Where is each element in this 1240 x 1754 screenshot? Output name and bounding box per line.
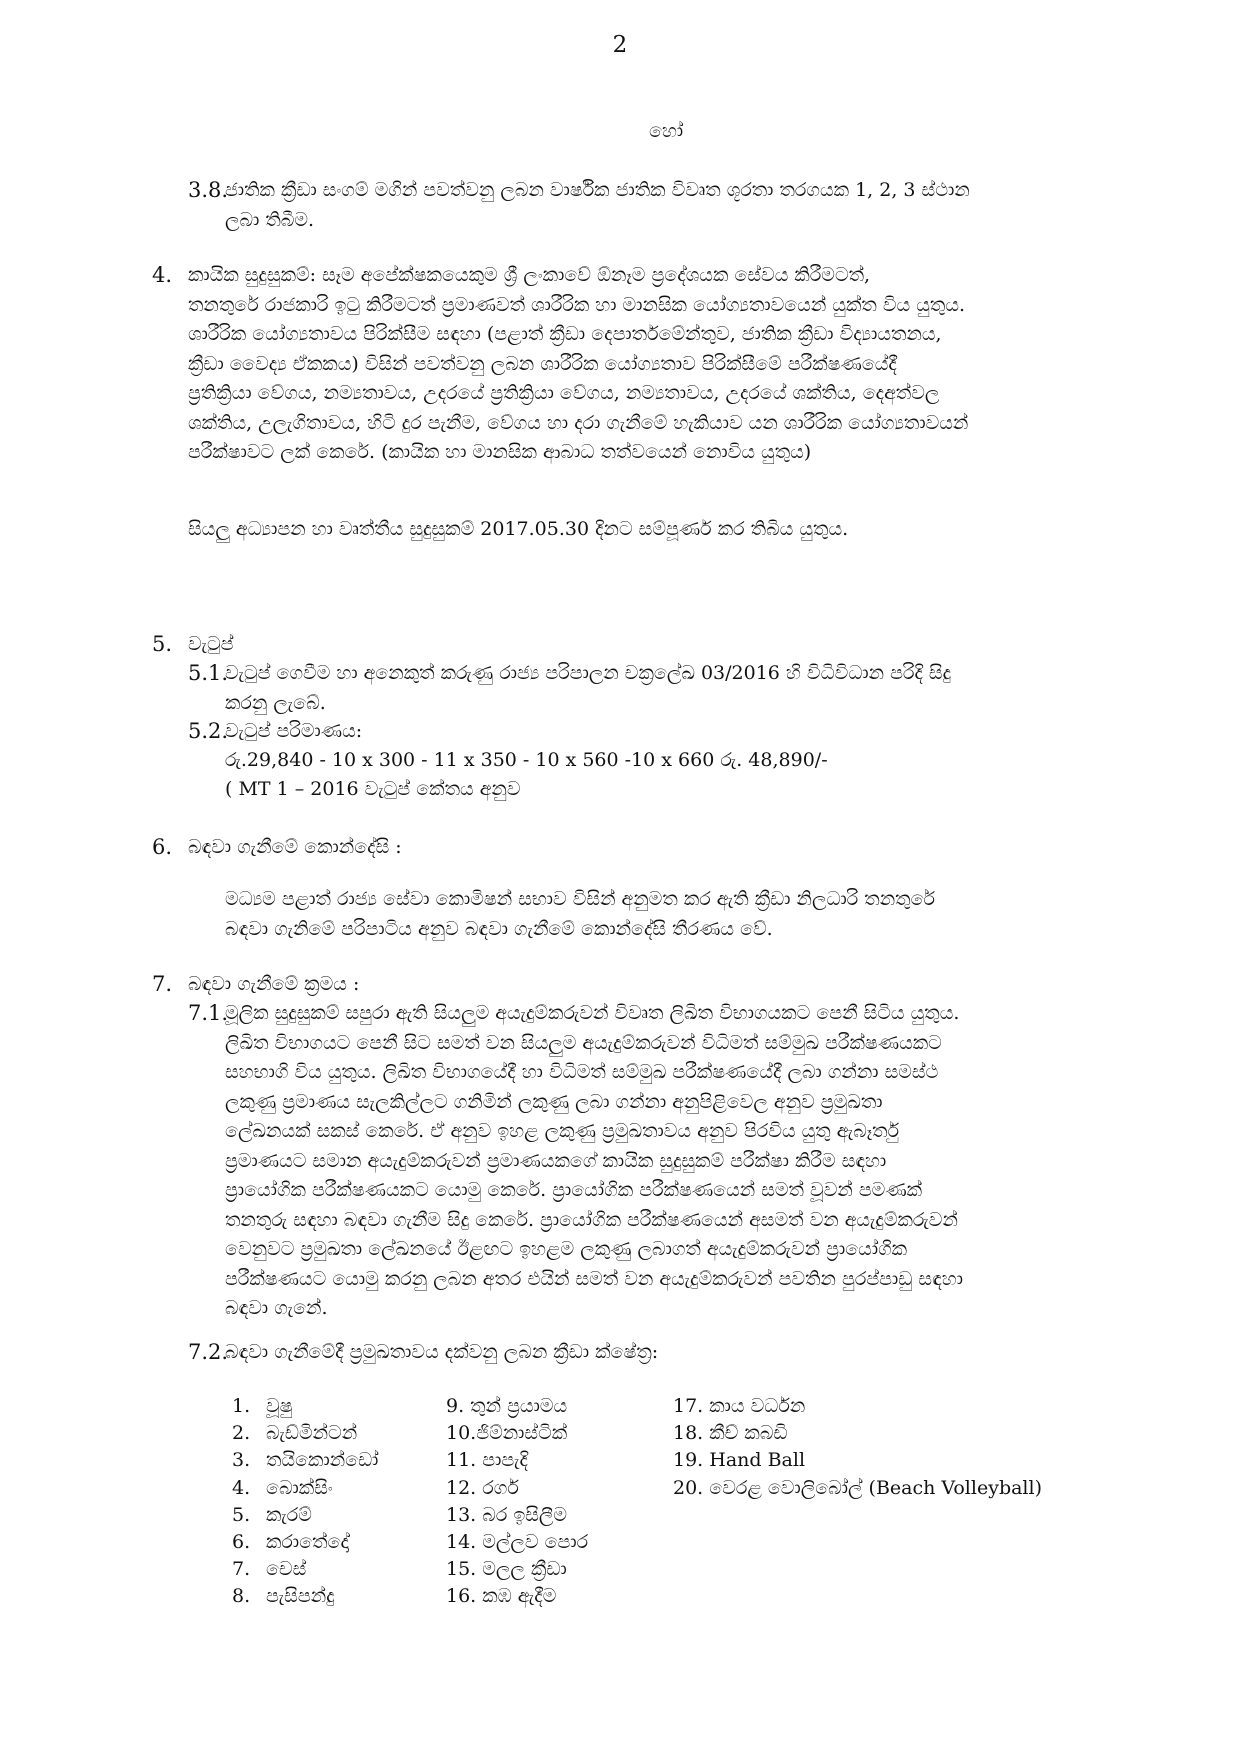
or-word: හෝ bbox=[649, 120, 684, 142]
list-item: 5. කැරම් bbox=[232, 1503, 312, 1526]
list-item: 20. වෙරළ වොලිබෝල් (Beach Volleyball) bbox=[673, 1476, 1042, 1499]
section-7-1-paragraph bbox=[225, 999, 1105, 1324]
section-5-title: වැටුප් bbox=[188, 633, 234, 655]
list-item: 2. බැඩ්මින්ටන් bbox=[232, 1422, 358, 1445]
qualifications-date-note: සියලු අධ්‍යාපන හා වෘත්තීය සුදුසුකම් 2017.05.30 දිනට සම්පූර්ණ කර තිබිය යුතුය. bbox=[188, 518, 849, 540]
section-7-number: 7. bbox=[152, 972, 173, 996]
section-6-line: බඳවා ගැනිමේ පරිපාටිය අනුව බඳවා ගැනීමේ කොන්දේසි තීරණය වේ. bbox=[225, 917, 773, 940]
section-7-1-line: ප්‍රමාණයට සමාන අයැදුම්කරුවන් ප්‍රමාණයකගේ කායික සුදුසුකම් පරීක්ෂා කිරීම සඳහා bbox=[225, 1149, 887, 1172]
section-6-number: 6. bbox=[152, 835, 173, 859]
list-item: 15. මලල ක්‍රීඩා bbox=[446, 1558, 567, 1581]
list-item: 8. පැසිපන්දු bbox=[232, 1585, 335, 1608]
section-7-2-title: බඳවා ගැනීමේදී ප්‍රමුඛතාවය දක්වනු ලබන ක්‍රීඩා ක්ෂේත්‍ර: bbox=[225, 1341, 659, 1363]
list-item: 6. කරාතේදෝ bbox=[232, 1531, 349, 1554]
list-item: 7. චෙස් bbox=[232, 1558, 307, 1581]
section-4-line: තනතුරේ රාජකාරි ඉටු කිරීමටත් ප්‍රමාණවත් ශාරීරික හා මානසික යෝග්‍යතාවයෙන් යුක්ත විය යුතුය. bbox=[188, 293, 966, 316]
section-3-8-text bbox=[225, 176, 1105, 235]
section-6-paragraph bbox=[225, 885, 1105, 944]
section-5-number: 5. bbox=[152, 632, 173, 656]
section-7-1-line: පරීක්ෂණයට යොමු කරනු ලබන අතර එයින් සමත් වන අයැදුම්කරුවන් පවතින පුරප්පාඩු සඳහා bbox=[225, 1267, 963, 1290]
section-4-number: 4. bbox=[152, 263, 173, 287]
section-5-2-title: වැටුප් පරිමාණය: bbox=[225, 720, 363, 742]
list-item: 16. කඹ ඇදීම bbox=[446, 1585, 557, 1608]
list-item: 10.ජිම්නාස්ටික් bbox=[446, 1422, 568, 1445]
list-item: 3. තයිකොන්ඩෝ bbox=[232, 1449, 379, 1472]
section-7-1-line: මූලික සුදුසුකම් සපුරා ඇති සියලුම අයැදුම්කරුවන් විවෘත ලිඛිත විභාගයකට පෙනී සිටිය යුතුය. bbox=[225, 1002, 960, 1024]
section-3-8-line: ජාතික ක්‍රීඩා සංගම් මගින් පවත්වනු ලබන වාර්ෂික ජාතික විවෘත ශූරතා තරගයක 1, 2, 3 ස්ථාන bbox=[225, 179, 970, 201]
section-5-1-line: කරනු ලැබේ. bbox=[225, 691, 326, 714]
salary-code: ( MT 1 – 2016 වැටුප් කේතය අනුව bbox=[225, 778, 521, 800]
list-item: 1. වූෂු bbox=[232, 1395, 293, 1417]
section-7-2-number: 7.2. bbox=[188, 1340, 229, 1364]
list-item: 4. බොක්සිං bbox=[232, 1476, 333, 1499]
list-item: 18. කීච් කබඩි bbox=[673, 1422, 788, 1445]
section-6-line: මධ්‍යම පළාත් රාජ්‍ය සේවා කොමිෂන් සභාව විසින් අනුමත කර ඇති ක්‍රීඩා නිලධාරි තනතුරේ bbox=[225, 888, 935, 910]
section-4-line: ශක්තිය, උලැගිතාවය, හිටි දුර පැනීම, වේගය හා දරා ගැනීමේ හැකියාව යන ශාරීරික යෝග්‍යතාවයන් bbox=[188, 411, 969, 434]
section-5-1-line: වැටුප් ගෙවීම හා අනෙකුත් කරුණු රාජ්‍ය පරිපාලන චක්‍රලේඛ 03/2016 හි විධිවිධාන පරිදි සිදු bbox=[225, 662, 952, 684]
sports-list-column-1 bbox=[232, 1393, 378, 1611]
section-5-2-number: 5.2. bbox=[188, 719, 229, 743]
section-7-1-line: තනතුරු සඳහා බඳවා ගැනීම සිදු කෙරේ. ප්‍රායෝගික පරීක්ෂණයෙන් අසමත් වන අයැදුම්කරුවන් bbox=[225, 1208, 958, 1231]
section-7-1-line: සහභාගි විය යුතුය. ලිඛිත විභාගයේදී හා විධිමත් සම්මුඛ පරීක්ෂණයේදී ලබා ගන්නා සමස්ථ bbox=[225, 1061, 939, 1083]
list-item: 14. මල්ලව පොර bbox=[446, 1531, 589, 1554]
sports-list-column-2 bbox=[446, 1393, 588, 1611]
page-number: 2 bbox=[612, 32, 628, 58]
section-5-1-text bbox=[225, 659, 1105, 718]
section-4-line: පරීක්ෂාවට ලක් කෙරේ. (කායික හා මානසික ආබාධ තත්වයෙන් නොවිය යුතුය) bbox=[188, 441, 812, 463]
section-7-1-line: ප්‍රායෝගික පරීක්ෂණයකට යොමු කෙරේ. ප්‍රායෝගික පරීක්ෂණයෙන් සමත් වූවන් පමණක් bbox=[225, 1179, 923, 1201]
section-7-1-line: ලේඛනයක් සකස් කෙරේ. ඒ අනුව ඉහළ ලකුණු ප්‍රමුඛතාවය අනුව පිරවිය යුතු ඇබෑර්තු bbox=[225, 1120, 900, 1142]
section-4-paragraph bbox=[188, 261, 1106, 468]
salary-scale: රු.29,840 - 10 x 300 - 11 x 350 - 10 x 560 -10 x 660 රු. 48,890/- bbox=[225, 749, 828, 771]
section-6-title: බඳවා ගැනීමේ කොන්දේසි : bbox=[188, 836, 402, 858]
section-4-line: කායික සුදුසුකම්: සෑම අපේක්ෂකයෙකුම ශ්‍රී ලංකාවේ ඕනෑම ප්‍රදේශයක සේවය කිරීමටත්, bbox=[188, 264, 871, 286]
section-7-1-line: වෙනුවට ප්‍රමුඛතා ලේඛනයේ ඊළඟට ඉහළම ලකුණු ලබාගත් අයැදුම්කරුවන් ප්‍රායෝගික bbox=[225, 1238, 908, 1260]
section-3-8-number: 3.8. bbox=[188, 178, 229, 202]
section-7-1-line: බඳවා ගැනේ. bbox=[225, 1297, 328, 1319]
list-item: 11. පාපැදි bbox=[446, 1449, 528, 1472]
list-item: 17. කාය වර්ධන bbox=[673, 1395, 806, 1417]
section-4-line: ප්‍රතික්‍රියා වේගය, නම්‍යතාවය, උදරයේ ප්‍රතික්‍රියා වේගය, නම්‍යතාවය, උදරයේ ශක්තිය, දෙඅත්වල bbox=[188, 382, 940, 404]
section-4-line: ශාරීරික යෝග්‍යතාවය පිරික්සීම සඳහා (පළාත් ක්‍රීඩා දෙපාර්තමේන්තුව, ජාතික ක්‍රීඩා විද්‍යායතනය, bbox=[188, 323, 942, 345]
section-7-title: බඳවා ගැනීමේ ක්‍රමය : bbox=[188, 973, 360, 995]
section-7-1-line: ලිඛිත විභාගයට පෙනී සිට සමත් වන සියලුම අයැදුම්කරුවන් විධිමත් සම්මුඛ පරීක්ෂණයකට bbox=[225, 1031, 942, 1054]
section-4-line: ක්‍රීඩා වෛද්‍ය ඒකකය) විසින් පවත්වනු ලබන ශාරීරික යෝග්‍යතාව පිරික්සීමේ පරීක්ෂණයේදී bbox=[188, 352, 897, 375]
section-3-8-line: ලබා තිබීම. bbox=[225, 208, 315, 231]
section-5-1-number: 5.1. bbox=[188, 661, 229, 685]
section-7-1-number: 7.1. bbox=[188, 1001, 229, 1025]
sports-list-column-3 bbox=[673, 1393, 1042, 1502]
list-item: 12. රගර් bbox=[446, 1476, 519, 1499]
list-item: 19. Hand Ball bbox=[673, 1449, 806, 1472]
list-item: 13. බර ඉසිලීම bbox=[446, 1503, 568, 1526]
section-7-1-line: ලකුණු ප්‍රමාණය සැලකිල්ලට ගනිමින් ලකුණු ලබා ගන්නා අනුපිළිවෙල අනුව ප්‍රමුඛතා bbox=[225, 1090, 883, 1113]
list-item: 9. තුන් ප්‍රයාමය bbox=[446, 1395, 568, 1417]
